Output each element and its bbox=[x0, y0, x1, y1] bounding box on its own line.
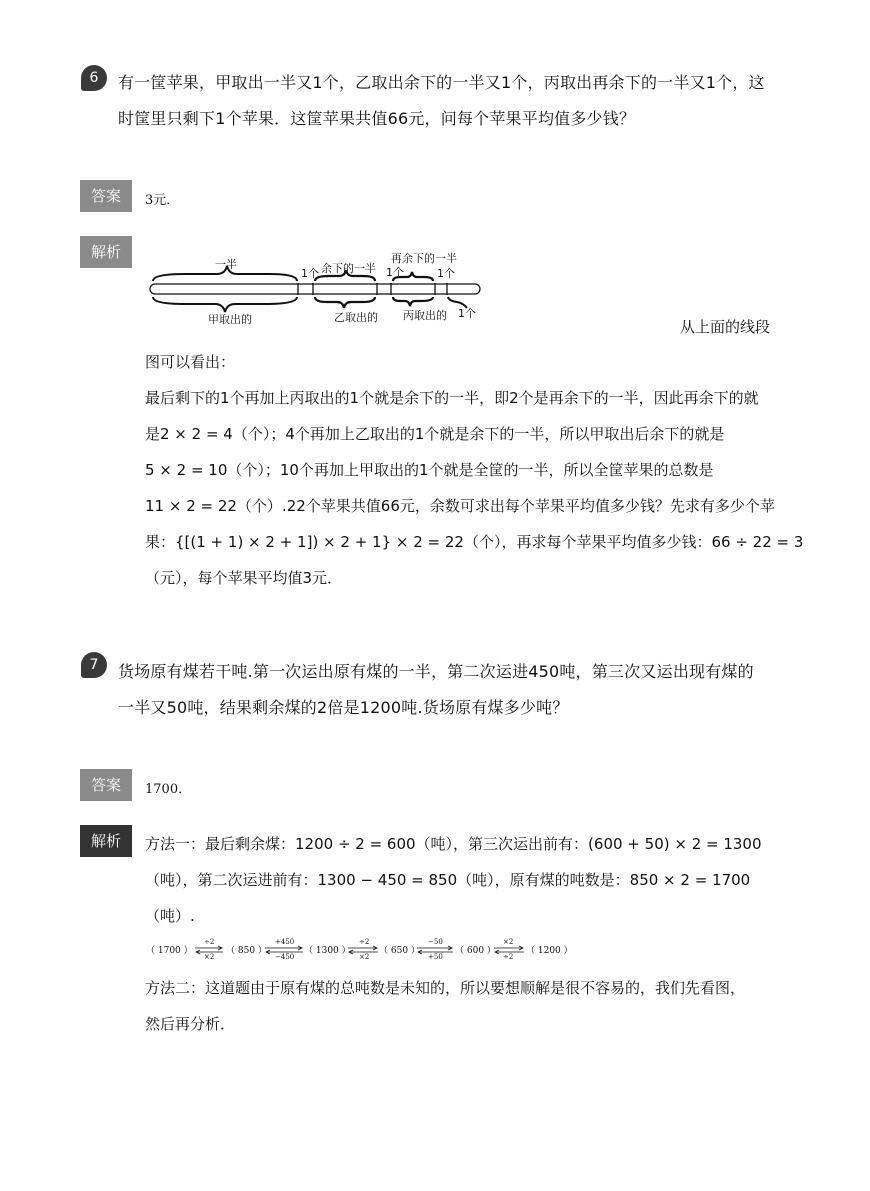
chain-value: （ 650 ） bbox=[379, 946, 420, 956]
question-number-badge: 7 bbox=[81, 652, 107, 678]
question-text-line: 一半又50吨，结果剩余煤的2倍是1200吨.货场原有煤多少吨？ bbox=[118, 698, 569, 717]
analysis-line: 果：{[(1 + 1) × 2 + 1]) × 2 + 1} × 2 = 22（个），再求每个苹果平均值多少钱：66 ÷ 22 = 3 bbox=[145, 533, 804, 551]
question-text-line: 货场原有煤若干吨.第一次运出原有煤的一半，第二次运进450吨，第三次又运出现有煤的 bbox=[118, 662, 754, 681]
chain-op-bottom: ÷2 bbox=[503, 953, 514, 961]
chain-value: （ 1700 ） bbox=[146, 946, 193, 956]
diagram-label-one: 1个 bbox=[301, 267, 319, 280]
chain-op-top: ÷2 bbox=[359, 938, 370, 946]
chain-op-bottom: +50 bbox=[428, 953, 443, 961]
analysis-line: 图可以看出： bbox=[145, 353, 236, 371]
diagram-label-rerest-half: 再余下的一半 bbox=[391, 252, 457, 265]
analysis-line: 5 × 2 = 10（个）；10个再加上甲取出的1个就是全筐的一半，所以全筐苹果的总数是 bbox=[145, 461, 714, 479]
chain-op-bottom: ×2 bbox=[359, 953, 370, 961]
answer-value: 3元． bbox=[145, 193, 180, 208]
diagram-label-yi: 乙取出的 bbox=[334, 311, 378, 324]
analysis-caption-tail: 从上面的线段 bbox=[680, 318, 771, 336]
analysis-line: 方法一：最后剩余煤：1200 ÷ 2 = 600（吨），第三次运出前有：(600 + 50) × 2 = 1300 bbox=[145, 835, 762, 853]
analysis-line: （吨）. bbox=[145, 907, 195, 925]
analysis-line: （元），每个苹果平均值3元． bbox=[145, 569, 343, 587]
answer-tag: 答案 bbox=[80, 180, 132, 212]
analysis-line: 是2 × 2 = 4（个）；4个再加上乙取出的1个就是余下的一半，所以甲取出后余下的就是 bbox=[145, 425, 725, 443]
analysis-line: 11 × 2 = 22（个）.22个苹果共值66元，余数可求出每个苹果平均值多少钱？先求有多少个苹 bbox=[145, 497, 775, 515]
chain-value: （ 600 ） bbox=[455, 946, 496, 956]
diagram-label-one: 1个 bbox=[437, 267, 455, 280]
analysis-line: （吨），第二次运进前有：1300 − 450 = 850（吨），原有煤的吨数是：850 × 2 = 1700 bbox=[145, 871, 751, 889]
analysis-line: 方法二：这道题由于原有煤的总吨数是未知的，所以要想顺解是很不容易的，我们先看图， bbox=[145, 979, 746, 997]
diagram-label-bing: 丙取出的 bbox=[403, 309, 447, 322]
diagram-label-half: 一半 bbox=[215, 258, 237, 271]
chain-op-top: +450 bbox=[275, 938, 295, 946]
chain-op-bottom: −450 bbox=[275, 953, 295, 961]
answer-tag: 答案 bbox=[80, 769, 132, 801]
diagram-label-rest-half: 余下的一半 bbox=[321, 262, 376, 275]
answer-value: 1700． bbox=[145, 782, 192, 797]
question-text-line: 有一筐苹果，甲取出一半又1个，乙取出余下的一半又1个，丙取出再余下的一半又1个，这 bbox=[118, 73, 765, 92]
chain-value: （ 1300 ） bbox=[304, 946, 351, 956]
chain-value: （ 850 ） bbox=[226, 946, 267, 956]
analysis-line: 最后剩下的1个再加上丙取出的1个就是余下的一半，即2个是再余下的一半，因此再余下的就 bbox=[145, 389, 759, 407]
chain-value: （ 1200 ） bbox=[526, 946, 573, 956]
question-number-badge: 6 bbox=[81, 65, 107, 91]
analysis-tag: 解析 bbox=[80, 825, 132, 857]
question-text-line: 时筐里只剩下1个苹果．这筐苹果共值66元，问每个苹果平均值多少钱？ bbox=[118, 109, 636, 128]
diagram-label-one: 1个 bbox=[458, 307, 476, 320]
chain-op-top: −50 bbox=[428, 938, 443, 946]
diagram-label-one: 1个 bbox=[386, 266, 404, 279]
analysis-tag: 解析 bbox=[80, 236, 132, 268]
chain-op-top: ÷2 bbox=[204, 938, 215, 946]
chain-op-top: ×2 bbox=[503, 938, 514, 946]
diagram-label-jia: 甲取出的 bbox=[208, 313, 252, 326]
chain-op-bottom: ×2 bbox=[204, 953, 215, 961]
analysis-line: 然后再分析． bbox=[145, 1015, 236, 1033]
